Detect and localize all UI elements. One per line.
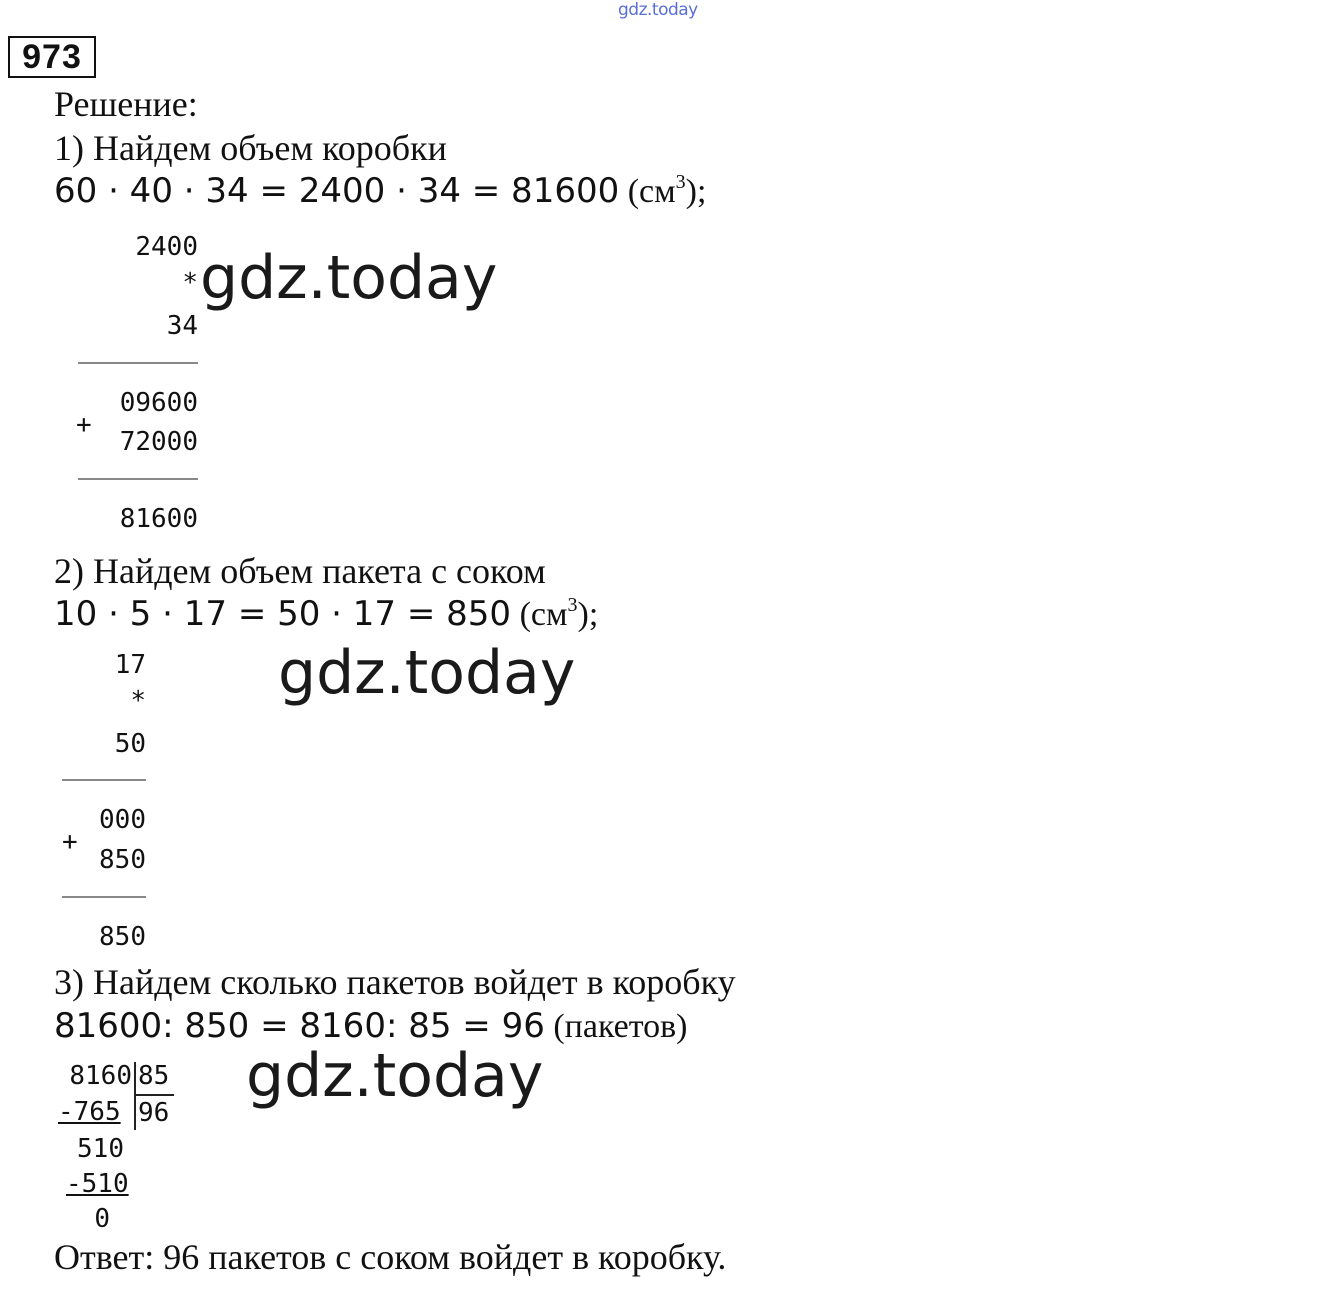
watermark-top: gdz.today	[618, 0, 698, 20]
div-vertical-line	[134, 1062, 136, 1130]
watermark-2: gdz.today	[278, 638, 576, 708]
step3-unit: (пакетов)	[544, 1008, 688, 1045]
step2-mult-bottom: 50	[114, 729, 146, 759]
step1-equation-text: 60 · 40 · 34 = 2400 · 34 = 81600	[54, 171, 620, 211]
div-rem2: 0	[94, 1204, 110, 1234]
div-quotient: 96	[138, 1098, 170, 1128]
step3-equation	[54, 1006, 688, 1046]
step2-equation	[54, 594, 599, 634]
div-divisor-rule	[134, 1094, 174, 1096]
step2-mult-result: 850	[99, 922, 146, 952]
step1-mult-result: 81600	[119, 504, 198, 534]
div-dividend: 8160	[69, 1061, 132, 1091]
watermark-3: gdz.today	[246, 1041, 544, 1111]
step1-rule-1	[78, 362, 198, 364]
step2-rule-1	[62, 779, 146, 781]
step2-unit: $(см^3)$;	[511, 594, 599, 633]
step1-equation	[54, 171, 707, 211]
step2-mult-plus: +	[62, 827, 78, 857]
step1-unit: $(см^3)$;	[619, 171, 707, 210]
answer: Ответ: 96 пакетов с соком войдет в коробку.	[54, 1237, 727, 1277]
step3-equation-text: 81600: 850 = 8160: 85 = 96	[54, 1006, 545, 1046]
step2-title: 2) Найдем объем пакета с соком	[54, 551, 546, 591]
div-sub1: -765	[58, 1097, 121, 1127]
div-rem1: 510	[77, 1134, 124, 1164]
step2-mult-p2: 850	[99, 845, 146, 875]
step2-mult-top: 17	[114, 650, 146, 680]
solution-label: Решение:	[54, 84, 198, 124]
step2-rule-2	[62, 896, 146, 898]
step1-title: 1) Найдем объем коробки	[54, 128, 447, 168]
step1-mult-p1: 09600	[119, 388, 198, 418]
watermark-1: gdz.today	[200, 243, 498, 313]
step1-mult-p2: 72000	[119, 427, 198, 457]
step1-mult-top: 2400	[135, 232, 198, 262]
task-number: 973	[8, 36, 96, 78]
step1-mult-op: *	[182, 268, 198, 298]
step2-mult-op: *	[130, 686, 146, 716]
step1-mult-bottom: 34	[166, 311, 198, 341]
step2-equation-text: 10 · 5 · 17 = 50 · 17 = 850	[54, 594, 512, 634]
step1-rule-2	[78, 478, 198, 480]
step1-mult-plus: +	[76, 410, 92, 440]
div-divisor: 85	[138, 1061, 170, 1091]
step3-title: 3) Найдем сколько пакетов войдет в коробку	[54, 962, 736, 1002]
div-sub2: -510	[66, 1169, 129, 1199]
step2-mult-p1: 000	[99, 805, 146, 835]
